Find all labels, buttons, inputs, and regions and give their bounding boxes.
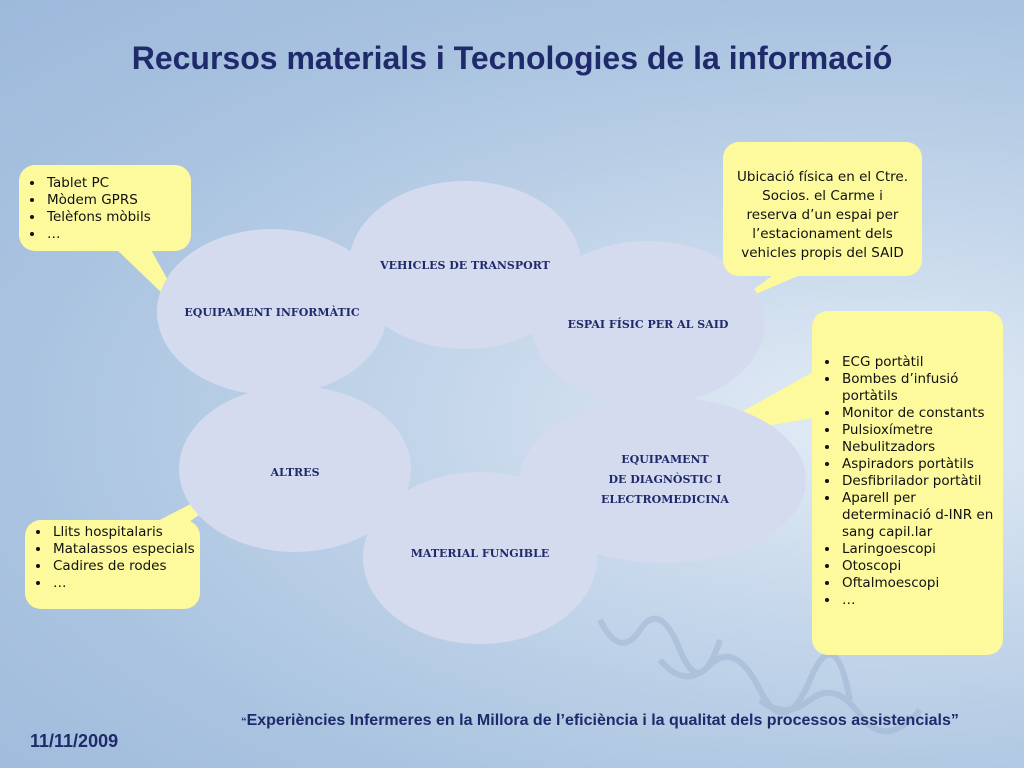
list-item: • Laringoescopi [840, 541, 999, 558]
quote-open-mark: “ [241, 716, 247, 728]
label-equipament-informatic: EQUIPAMENT INFORMÀTIC [184, 306, 360, 319]
list-item: • Monitor de constants [840, 405, 999, 422]
callout-altres-list [27, 524, 200, 592]
list-item: • Tablet PC [45, 175, 191, 192]
callout-informatic-list [21, 175, 191, 243]
list-item: • Telèfons mòbils [45, 209, 191, 226]
callout-altres [25, 520, 200, 609]
list-item: • Matalassos especials [51, 541, 200, 558]
callout-informatic [19, 165, 191, 251]
list-item: • Aspiradors portàtils [840, 456, 999, 473]
callout-espai-line: vehicles propis del SAID [741, 245, 904, 261]
list-item: • Pulsioxímetre [840, 422, 999, 439]
callout-diagnostic-list [816, 354, 999, 609]
list-item: • Cadires de rodes [51, 558, 200, 575]
list-item: • … [840, 592, 999, 609]
list-item: • … [51, 575, 200, 592]
slide-title: Recursos materials i Tecnologies de la informació [131, 40, 893, 76]
list-item: • Desfibrilador portàtil [840, 473, 999, 490]
label-material-fungible: MATERIAL FUNGIBLE [410, 547, 550, 560]
list-item: • Aparell per determinació d-INR en sang capil.lar [840, 490, 999, 541]
callout-espai-line: l’estacionament dels [752, 226, 893, 242]
label-espai-fisic: ESPAI FÍSIC PER AL SAID [567, 318, 729, 331]
list-item: • Llits hospitalaris [51, 524, 200, 541]
list-item: • Bombes d’infusió portàtils [840, 371, 999, 405]
label-diagnostic-line1: EQUIPAMENT [621, 453, 709, 466]
quote-text: Experiències Infermeres en la Millora de l’eficiència i la qualitat dels processos assistencials [246, 712, 951, 729]
list-item: • Oftalmoescopi [840, 575, 999, 592]
callout-espai-line: reserva d’un espai per [746, 207, 899, 223]
callout-espai [723, 142, 922, 276]
list-item: • Nebulitzadors [840, 439, 999, 456]
label-diagnostic-line2: DE DIAGNÒSTIC I [608, 473, 722, 486]
list-item: • Otoscopi [840, 558, 999, 575]
callout-espai-line: Socios. el Carme i [762, 188, 883, 204]
footer-quote [180, 712, 1020, 730]
list-item: • … [45, 226, 191, 243]
callout-espai-line: Ubicació física en el Ctre. [737, 169, 908, 185]
label-vehicles: VEHICLES DE TRANSPORT [380, 259, 550, 272]
footer-date: 11/11/2009 [30, 731, 119, 751]
label-altres: ALTRES [270, 466, 320, 479]
list-item: • ECG portàtil [840, 354, 999, 371]
quote-close-mark: ” [950, 712, 959, 729]
label-diagnostic-line3: ELECTROMEDICINA [601, 493, 729, 506]
callout-diagnostic [812, 311, 1003, 655]
list-item: • Mòdem GPRS [45, 192, 191, 209]
